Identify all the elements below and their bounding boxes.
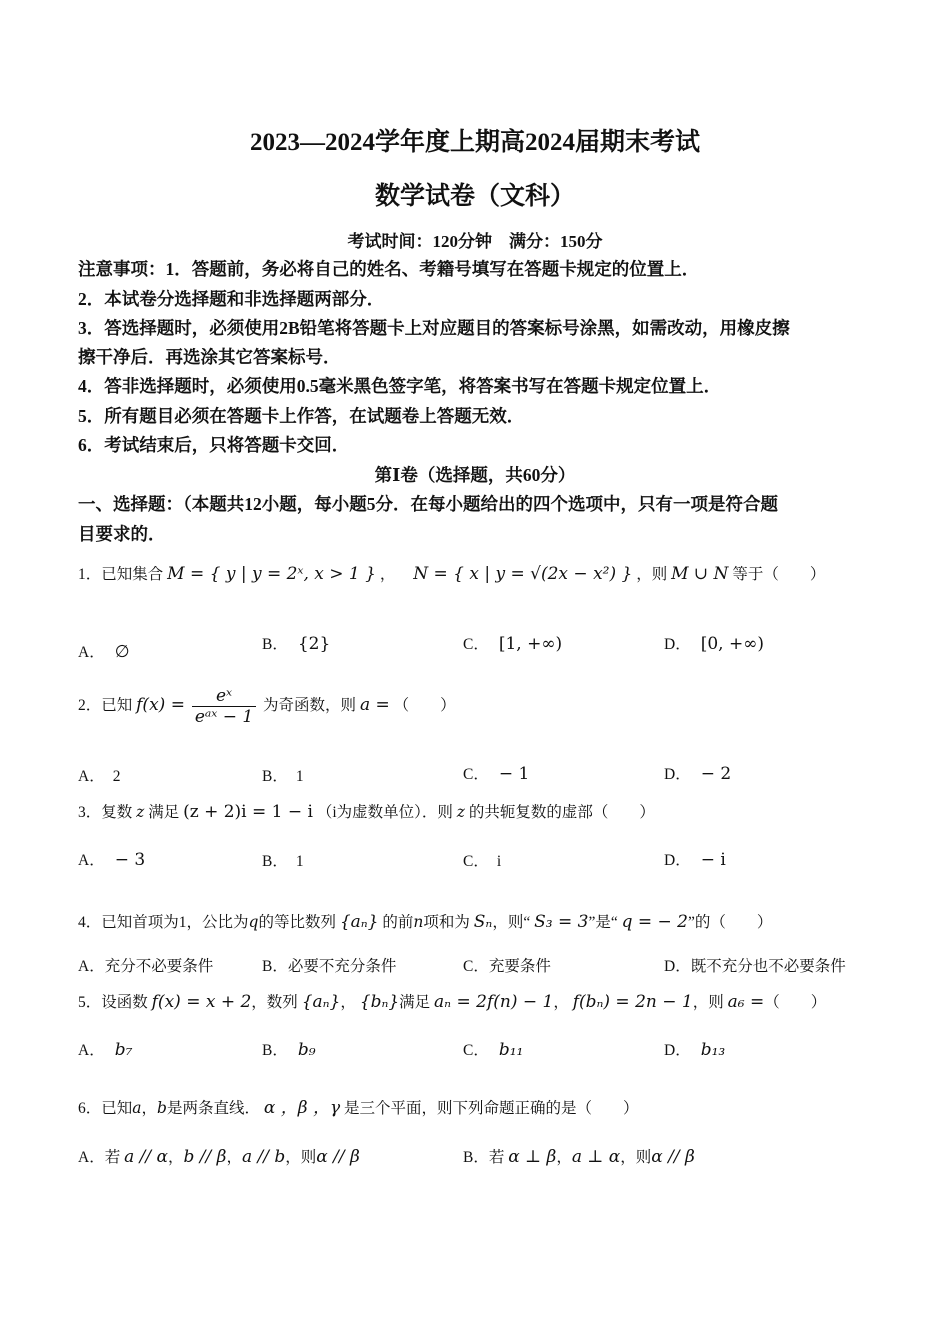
note-line: 2．本试卷分选择题和非选择题两部分． <box>78 289 385 309</box>
option-b: B．若 α ⊥ β，a ⊥ α，则α // β <box>463 1147 695 1167</box>
formula: f(x) = <box>136 695 185 716</box>
numerator: eˣ <box>192 686 256 707</box>
formula: N = { x | y = √(2x − x²) } <box>413 564 633 584</box>
option-c: C． [1, +∞) <box>463 634 563 654</box>
note-line: 6．考试结束后，只将答题卡交回． <box>78 435 350 455</box>
fraction <box>192 686 256 727</box>
option-b: B． b₉ <box>262 1040 316 1060</box>
formula: z <box>136 803 145 821</box>
section-instruction: 目要求的． <box>78 524 166 544</box>
note-line: 5．所有题目必须在答题卡上作答，在试题卷上答题无效． <box>78 406 525 426</box>
q-text: 为奇函数，则 <box>263 697 357 715</box>
q-text: 2．已知 <box>78 697 133 715</box>
note-line: 4．答非选择题时，必须使用0.5毫米黑色签字笔，将答案书写在答题卡规定位置上． <box>78 376 722 396</box>
denominator: eᵃˣ − 1 <box>194 707 254 727</box>
option-d: D． [0, +∞) <box>664 634 764 654</box>
formula: M = { y | y = 2ˣ, x > 1 } <box>167 564 376 584</box>
q-text: 满足 <box>148 804 180 821</box>
option-b: B． 1 <box>262 853 304 870</box>
formula: S₃ = 3 <box>534 912 589 932</box>
note-line: 3．答选择题时，必须使用2B铅笔将答题卡上对应题目的答案标号涂黑，如需改动，用橡皮擦 <box>78 318 790 338</box>
note-line: 注意事项：1．答题前，务必将自己的姓名、考籍号填写在答题卡规定的位置上． <box>78 259 700 279</box>
formula: {aₙ} <box>301 992 341 1012</box>
formula: (z + 2)i = 1 − i <box>183 802 313 822</box>
formula: a₆ = <box>727 992 765 1012</box>
formula: q = − 2 <box>621 912 688 932</box>
question-1 <box>78 562 825 584</box>
formula: Sₙ <box>473 912 493 932</box>
option-c: C． − 1 <box>463 764 530 784</box>
exam-title: 2023—2024学年度上期高2024届期末考试 <box>249 129 700 156</box>
option-a: A． 2 <box>78 768 121 785</box>
q-text: 3．复数 <box>78 804 133 821</box>
option-d: D． − 2 <box>664 764 732 784</box>
formula: a = <box>359 695 390 716</box>
formula: aₙ = 2f(n) − 1 <box>434 992 554 1012</box>
q-text: ， <box>379 566 396 583</box>
option-a: A． − 3 <box>78 850 146 870</box>
q-text: 的共轭复数的虚部（ ） <box>468 804 655 821</box>
q-text: 等于（ ） <box>732 566 826 583</box>
option-b: B． {2} <box>262 634 331 654</box>
question-4: 4．已知首项为1，公比为q的等比数列 {aₙ} 的前n项和为 Sₙ，则“ S₃ = 3”是“ q = − 2”的（ ） <box>78 912 773 932</box>
option-d: D． b₁₃ <box>664 1040 726 1060</box>
question-2 <box>78 686 456 727</box>
formula: M ∪ N <box>671 564 729 584</box>
option-a: A．若 a // α，b // β，a // b，则α // β <box>78 1147 360 1167</box>
formula: {aₙ} <box>339 912 379 932</box>
formula: α ，β ，γ <box>263 1098 341 1118</box>
question-3 <box>78 800 655 822</box>
formula: f(x) = x + 2 <box>151 992 252 1012</box>
option-a: A． b₇ <box>78 1040 133 1060</box>
q-text: ，则 <box>636 566 668 583</box>
section-instruction: 一、选择题：（本题共12小题，每小题5分．在每小题给出的四个选项中，只有一项是符合题 <box>78 494 778 514</box>
formula: z <box>456 803 465 821</box>
option-c: C．充要条件 <box>463 958 551 975</box>
exam-info: 考试时间：120分钟 满分：150分 <box>347 232 603 251</box>
q-text: （ ） <box>393 697 456 715</box>
option-a: A． ∅ <box>78 642 130 662</box>
note-line: 擦干净后．再选涂其它答案标号． <box>78 347 341 367</box>
option-c: C． i <box>463 853 502 870</box>
section-heading: 第Ⅰ卷（选择题，共60分） <box>374 465 576 485</box>
formula: {bₙ} <box>359 992 400 1012</box>
option-c: C． b₁₁ <box>463 1040 524 1060</box>
question-5: 5．设函数 f(x) = x + 2，数列 {aₙ}， {bₙ}满足 aₙ = 2f(n) − 1， f(bₙ) = 2n − 1，则 a₆ =（ ） <box>78 992 827 1012</box>
option-b: B． 1 <box>262 768 304 785</box>
exam-subtitle: 数学试卷（文科） <box>374 183 575 210</box>
q-text: （i为虚数单位）．则 <box>316 804 453 821</box>
option-d: D．既不充分也不必要条件 <box>664 958 846 975</box>
question-6: 6．已知a，b是两条直线． α ，β ，γ 是三个平面，则下列命题正确的是（ ） <box>78 1098 639 1118</box>
option-d: D． − i <box>664 850 726 870</box>
option-a: A．充分不必要条件 <box>78 958 214 975</box>
formula: f(bₙ) = 2n − 1 <box>572 992 693 1012</box>
option-b: B．必要不充分条件 <box>262 958 397 975</box>
q-text: 1．已知集合 <box>78 566 164 583</box>
